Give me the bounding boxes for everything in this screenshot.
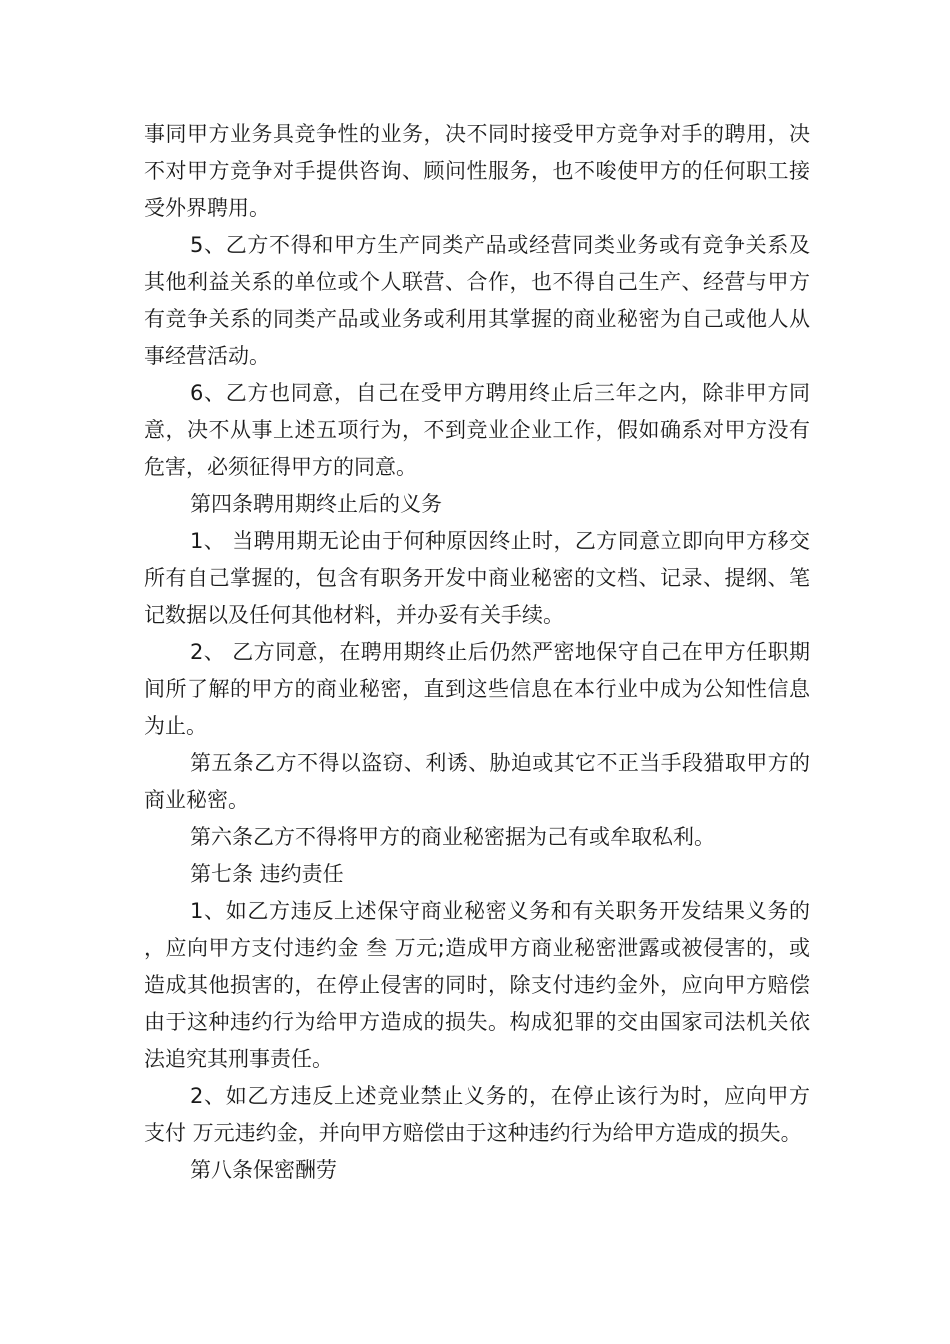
article-4-heading: 第四条聘用期终止后的义务 xyxy=(190,492,442,516)
paragraph-continuation: 事同甲方业务具竞争性的业务，决不同时接受甲方竞争对手的聘用，决不对甲方竞争对手提供咨询、顾问性服务，也不唆使甲方的任何职工接受外界聘用。 xyxy=(144,122,810,220)
article-7-item-2: 2、如乙方违反上述竞业禁止义务的，在停止该行为时，应向甲方支付 万元违约金，并向甲方赔偿由于这种违约行为给甲方造成的损失。 xyxy=(144,1084,810,1145)
article-4-item-1: 1、 当聘用期无论由于何种原因终止时，乙方同意立即向甲方移交所有自己掌握的，包含有职务开发中商业秘密的文档、记录、提纲、笔记数据以及任何其他材料，并办妥有关手续。 xyxy=(144,529,810,627)
paragraph-item-5: 5、乙方不得和甲方生产同类产品或经营同类业务或有竞争关系及其他利益关系的单位或个人联营、合作，也不得自己生产、经营与甲方有竞争关系的同类产品或业务或利用其掌握的商业秘密为自己或他人从事经营活动。 xyxy=(144,233,810,368)
document-body xyxy=(144,116,810,1189)
article-7-item-1: 1、如乙方违反上述保守商业秘密义务和有关职务开发结果义务的，应向甲方支付违约金 叁 万元;造成甲方商业秘密泄露或被侵害的，或造成其他损害的，在停止侵害的同时，除支付违约金外，应向甲方赔偿由于这种违约行为给甲方造成的损失。构成犯罪的交由国家司法机关依法追究其刑事责任。 xyxy=(144,899,810,1071)
article-8-heading: 第八条保密酬劳 xyxy=(190,1158,337,1182)
article-4-item-2: 2、 乙方同意，在聘用期终止后仍然严密地保守自己在甲方任职期间所了解的甲方的商业秘密，直到这些信息在本行业中成为公知性信息为止。 xyxy=(144,640,810,738)
article-6: 第六条乙方不得将甲方的商业秘密据为己有或牟取私利。 xyxy=(190,825,715,849)
paragraph-item-6: 6、乙方也同意，自己在受甲方聘用终止后三年之内，除非甲方同意，决不从事上述五项行为，不到竞业企业工作，假如确系对甲方没有危害，必须征得甲方的同意。 xyxy=(144,381,810,479)
article-7-heading: 第七条 违约责任 xyxy=(190,862,344,886)
article-5: 第五条乙方不得以盗窃、利诱、胁迫或其它不正当手段猎取甲方的商业秘密。 xyxy=(144,751,810,812)
